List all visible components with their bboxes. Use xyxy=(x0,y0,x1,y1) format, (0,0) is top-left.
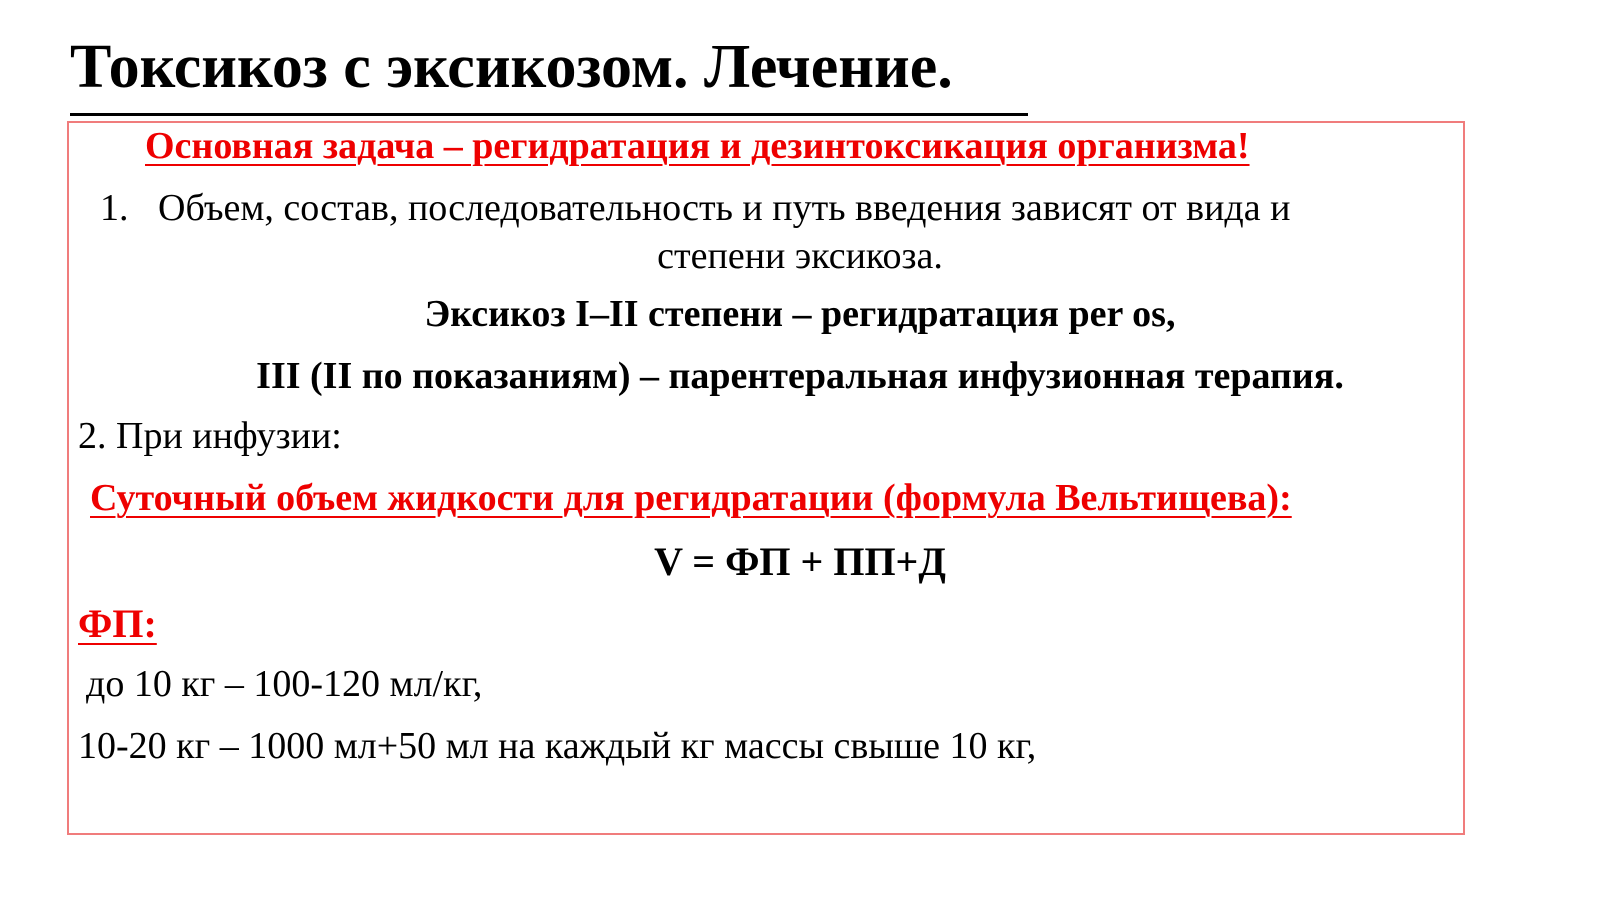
main-task-heading: Основная задача – регидратация и дезинтоксикация организма! xyxy=(145,125,1250,167)
title-underline xyxy=(70,113,1028,116)
list-item-1-line2: степени эксикоза. xyxy=(657,235,943,277)
daily-volume-heading: Суточный объем жидкости для регидратации (формула Вельтищева): xyxy=(90,477,1292,519)
slide-title: Токсикоз с эксикозом. Лечение. xyxy=(70,33,953,101)
list-item-1-text: Объем, состав, последовательность и путь введения зависят от вида и xyxy=(158,187,1291,229)
list-item-1-number: 1. xyxy=(100,187,129,229)
fp-label: ФП: xyxy=(78,601,157,646)
exsicosis-degree-1-2: Эксикоз I–II степени – регидратация per os, xyxy=(424,293,1176,335)
fp-rule-up-to-10kg: до 10 кг – 100-120 мл/кг, xyxy=(86,663,483,705)
veltishchev-formula: V = ФП + ПП+Д xyxy=(654,539,946,584)
list-item-2: 2. При инфузии: xyxy=(78,415,342,457)
list-item-1-line1 xyxy=(100,186,1290,232)
exsicosis-degree-3: III (II по показаниям) – парентеральная инфузионная терапия. xyxy=(256,355,1344,397)
fp-rule-10-20kg: 10-20 кг – 1000 мл+50 мл на каждый кг массы свыше 10 кг, xyxy=(78,725,1037,767)
